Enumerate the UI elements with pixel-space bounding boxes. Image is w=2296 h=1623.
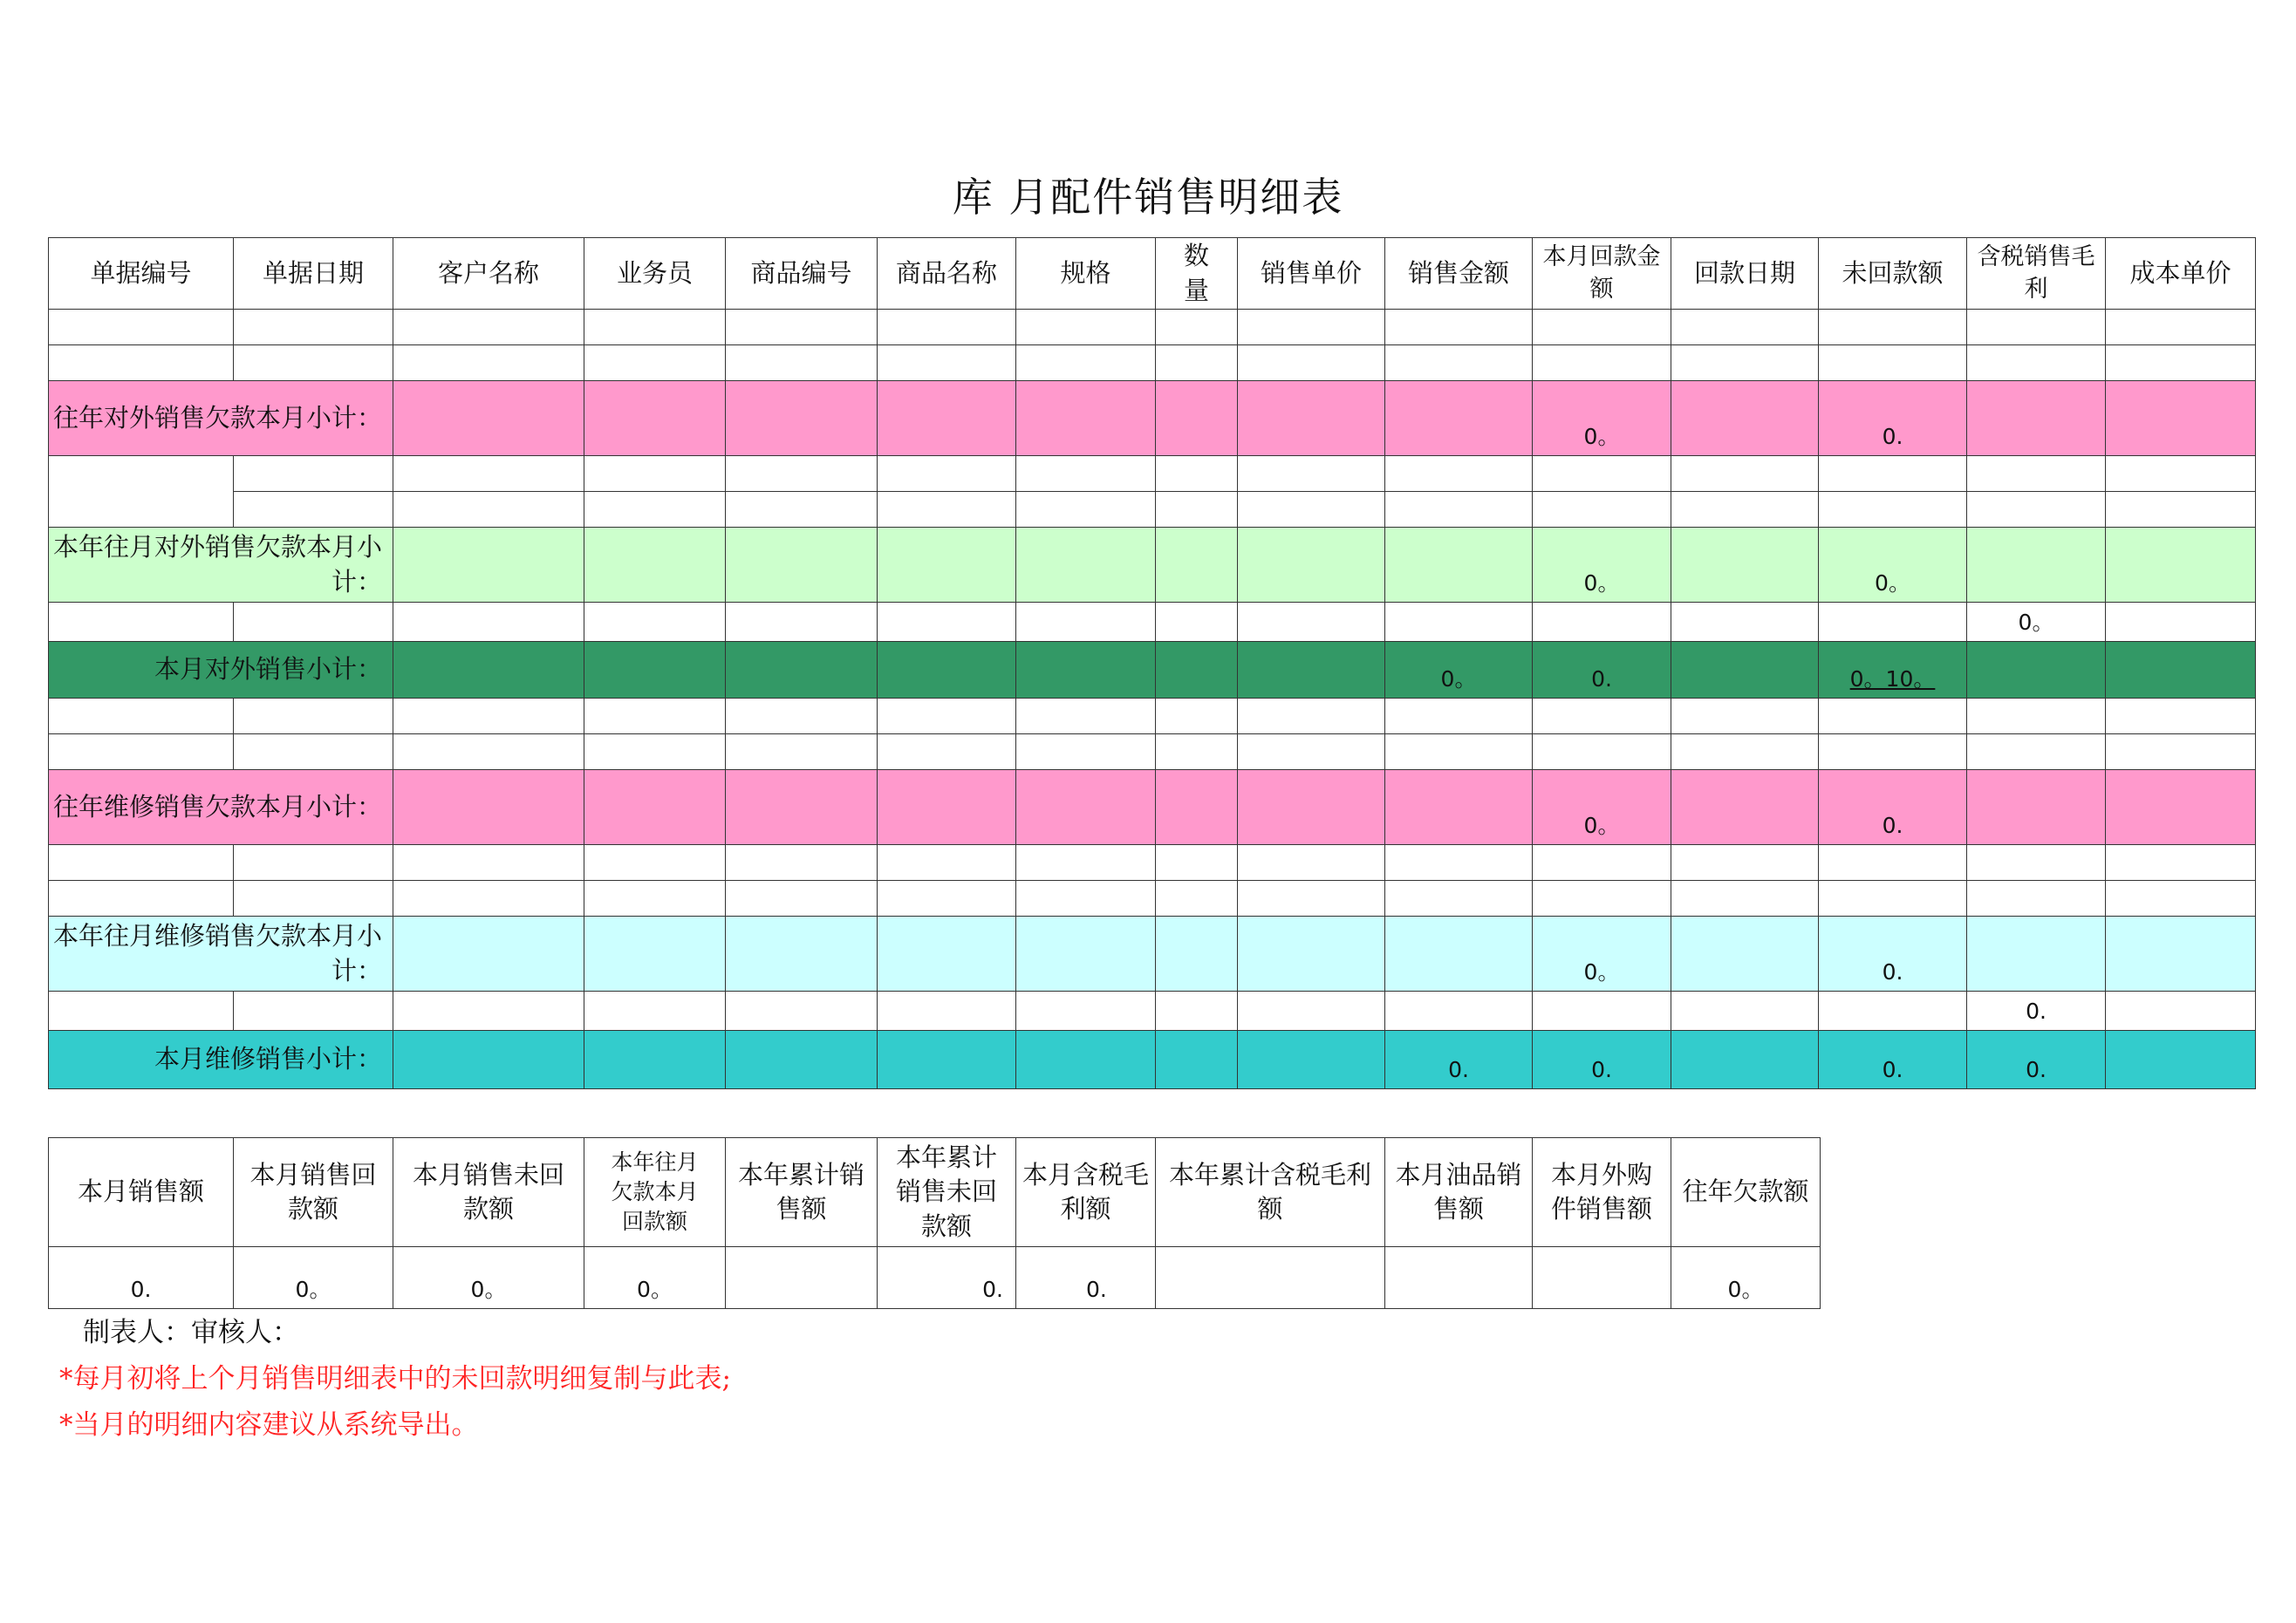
summary-header-cell: 本月销售额	[49, 1138, 234, 1247]
table-row	[49, 992, 2256, 1031]
subtotal-label: 本年往月维修销售欠款本月小计：	[49, 917, 393, 992]
subtotal-row-this-year-external	[49, 528, 2256, 603]
summary-header-cell: 本月油品销售额	[1385, 1138, 1533, 1247]
summary-header-row	[49, 1138, 1821, 1247]
unpaid-value: 0.	[1819, 917, 1967, 992]
signature-line: 制表人：审核人：	[83, 1317, 299, 1348]
header-cell: 业务员	[584, 238, 726, 310]
summary-table	[48, 1137, 1821, 1309]
sales-detail-table	[48, 237, 2256, 1089]
summary-header-cell: 本月外购件销售额	[1533, 1138, 1671, 1247]
header-cell: 单据编号	[49, 238, 234, 310]
header-row	[49, 238, 2256, 310]
header-cell: 本月回款金额	[1533, 238, 1671, 310]
amount-value: 0。	[1385, 642, 1533, 699]
unpaid-value: 0.	[1819, 381, 1967, 456]
summary-header-cell: 本年往月欠款本月回款额	[584, 1138, 726, 1247]
subtotal-label: 本年往月对外销售欠款本月小计：	[49, 528, 393, 603]
summary-value	[1385, 1247, 1533, 1309]
summary-header-cell: 往年欠款额	[1671, 1138, 1821, 1247]
header-cell: 数量	[1156, 238, 1238, 310]
header-cell: 规格	[1016, 238, 1156, 310]
summary-value: 0。	[1671, 1247, 1821, 1309]
summary-value: 0。	[393, 1247, 584, 1309]
header-cell: 商品名称	[878, 238, 1016, 310]
subtotal-row-month-external	[49, 642, 2256, 699]
summary-header-cell: 本月含税毛利额	[1016, 1138, 1156, 1247]
subtotal-label: 往年对外销售欠款本月小计：	[49, 381, 393, 456]
header-cell: 含税销售毛利	[1967, 238, 2106, 310]
summary-value: 0。	[234, 1247, 393, 1309]
received-value: 0.	[1533, 1031, 1671, 1089]
table-row	[49, 699, 2256, 734]
summary-value	[726, 1247, 878, 1309]
summary-value: 0.	[49, 1247, 234, 1309]
unpaid-value: 0。	[1819, 528, 1967, 603]
subtotal-label: 往年维修销售欠款本月小计：	[49, 770, 393, 845]
received-value: 0。	[1533, 770, 1671, 845]
note-line: *当月的明细内容建议从系统导出。	[59, 1409, 479, 1441]
note-line: *每月初将上个月销售明细表中的未回款明细复制与此表;	[59, 1363, 731, 1395]
subtotal-label: 本月对外销售小计：	[49, 642, 393, 699]
summary-value-row	[49, 1247, 1821, 1309]
table-row	[49, 734, 2256, 770]
header-cell: 单据日期	[234, 238, 393, 310]
unpaid-value: 0.	[1819, 770, 1967, 845]
summary-header-cell: 本年累计销售额	[726, 1138, 878, 1247]
table-row	[49, 456, 2256, 492]
summary-header-cell: 本月销售回款额	[234, 1138, 393, 1247]
table-row	[49, 345, 2256, 381]
table-row	[49, 881, 2256, 917]
subtotal-row-this-year-repair	[49, 917, 2256, 992]
header-cell: 客户名称	[393, 238, 584, 310]
received-value: 0。	[1533, 381, 1671, 456]
summary-value	[1533, 1247, 1671, 1309]
header-cell: 成本单价	[2106, 238, 2256, 310]
table-row	[49, 845, 2256, 881]
amount-value: 0.	[1385, 1031, 1533, 1089]
subtotal-row-prev-year-repair	[49, 770, 2256, 845]
received-value: 0.	[1533, 642, 1671, 699]
page-title: 库 月配件销售明细表	[952, 174, 1344, 221]
header-cell: 销售单价	[1238, 238, 1385, 310]
subtotal-row-prev-year-external	[49, 381, 2256, 456]
received-value: 0。	[1533, 528, 1671, 603]
profit-value: 0。	[1967, 603, 2106, 642]
summary-value: 0.	[878, 1247, 1016, 1309]
summary-header-cell: 本年累计含税毛利额	[1156, 1138, 1385, 1247]
subtotal-label: 本月维修销售小计：	[49, 1031, 393, 1089]
unpaid-value: 0。10。	[1819, 642, 1967, 699]
header-cell: 销售金额	[1385, 238, 1533, 310]
table-row	[49, 492, 2256, 528]
summary-value	[1156, 1247, 1385, 1309]
subtotal-row-month-repair	[49, 1031, 2256, 1089]
header-cell: 商品编号	[726, 238, 878, 310]
profit-value: 0.	[1967, 1031, 2106, 1089]
profit-value: 0.	[1967, 992, 2106, 1031]
unpaid-value: 0.	[1819, 1031, 1967, 1089]
table-row	[49, 603, 2256, 642]
summary-value: 0。	[584, 1247, 726, 1309]
summary-header-cell: 本年累计销售未回款额	[878, 1138, 1016, 1247]
table-row	[49, 310, 2256, 345]
header-cell: 回款日期	[1671, 238, 1819, 310]
summary-value: 0.	[1016, 1247, 1156, 1309]
received-value: 0。	[1533, 917, 1671, 992]
header-cell: 未回款额	[1819, 238, 1967, 310]
summary-header-cell: 本月销售未回款额	[393, 1138, 584, 1247]
